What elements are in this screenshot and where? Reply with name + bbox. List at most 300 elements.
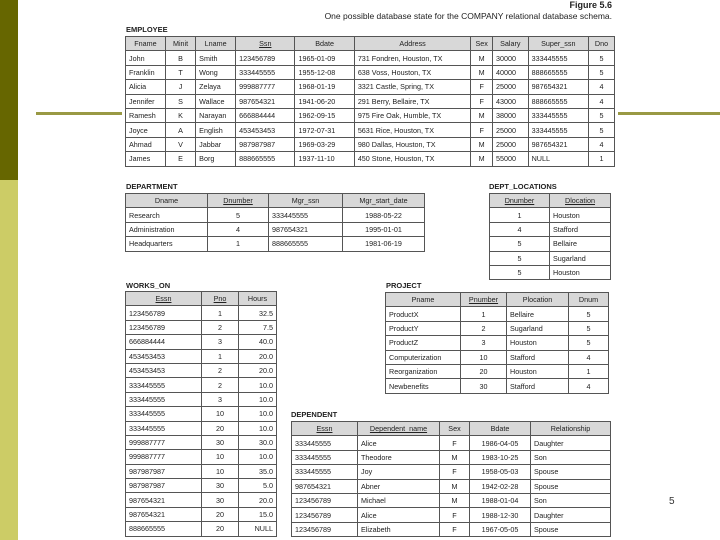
- table-cell: S: [165, 94, 195, 108]
- column-header: [236, 37, 295, 51]
- table-cell: 123456789: [292, 493, 358, 507]
- column-header: [440, 422, 470, 436]
- table-cell: M: [440, 450, 470, 464]
- table-cell: 987654321: [236, 94, 295, 108]
- table-cell: 666884444: [126, 335, 202, 349]
- column-header: [358, 422, 440, 436]
- table-cell: 2: [461, 321, 507, 335]
- table-cell: 35.0: [239, 464, 277, 478]
- table-cell: ProductY: [386, 321, 461, 335]
- column-header-label: Dname: [154, 196, 179, 206]
- department-table-title: DEPARTMENT: [126, 182, 178, 191]
- table-row: [126, 464, 277, 478]
- table-cell: 5: [569, 307, 609, 321]
- table-cell: 1981-06-19: [343, 237, 425, 251]
- table-cell: Joy: [358, 465, 440, 479]
- employee-table: [125, 36, 615, 167]
- table-cell: James: [126, 152, 166, 166]
- column-header: [202, 292, 239, 306]
- table-row: [126, 94, 615, 108]
- table-cell: 888665555: [528, 65, 588, 79]
- works-on-table: [125, 291, 277, 537]
- table-row: [126, 507, 277, 521]
- column-header: [295, 37, 354, 51]
- table-cell: F: [471, 80, 493, 94]
- table-cell: M: [440, 479, 470, 493]
- table-cell: 999887777: [236, 80, 295, 94]
- column-header-label: Pno: [213, 294, 227, 304]
- column-header: [196, 37, 236, 51]
- table-cell: NULL: [528, 152, 588, 166]
- table-cell: English: [196, 123, 236, 137]
- table-cell: 5: [589, 65, 615, 79]
- column-header-label: Pname: [411, 295, 435, 305]
- table-cell: 4: [569, 350, 609, 364]
- table-cell: Spouse: [531, 522, 611, 536]
- table-cell: M: [471, 51, 493, 65]
- table-row: [126, 108, 615, 122]
- table-cell: 123456789: [292, 522, 358, 536]
- table-cell: 20.0: [239, 493, 277, 507]
- project-table: [385, 292, 609, 394]
- table-cell: 333445555: [292, 465, 358, 479]
- table-cell: F: [440, 436, 470, 450]
- table-cell: 333445555: [528, 51, 588, 65]
- table-cell: Houston: [550, 208, 611, 222]
- column-header: [492, 37, 528, 51]
- table-cell: F: [440, 508, 470, 522]
- table-cell: B: [165, 51, 195, 65]
- table-cell: 333445555: [292, 450, 358, 464]
- table-cell: T: [165, 65, 195, 79]
- table-row: [292, 450, 611, 464]
- column-header-label: Essn: [155, 294, 172, 304]
- table-cell: 30.0: [239, 435, 277, 449]
- column-header: [531, 422, 611, 436]
- table-cell: M: [471, 137, 493, 151]
- table-row: [386, 336, 609, 350]
- table-row: [126, 51, 615, 65]
- table-cell: Spouse: [531, 465, 611, 479]
- table-cell: 1941-06-20: [295, 94, 354, 108]
- table-cell: Wallace: [196, 94, 236, 108]
- table-cell: 1962-09-15: [295, 108, 354, 122]
- table-row: [126, 392, 277, 406]
- table-cell: 1: [490, 208, 550, 222]
- table-row: [126, 479, 277, 493]
- table-row: [126, 123, 615, 137]
- table-cell: 1: [202, 349, 239, 363]
- table-cell: 1937-11-10: [295, 152, 354, 166]
- table-row: [126, 493, 277, 507]
- table-row: [126, 349, 277, 363]
- table-cell: 1: [202, 306, 239, 320]
- slide-page-number: 5: [669, 496, 675, 507]
- table-cell: 1: [208, 237, 269, 251]
- table-cell: 1: [569, 364, 609, 378]
- table-cell: 1942-02-28: [470, 479, 531, 493]
- table-cell: 1986-04-05: [470, 436, 531, 450]
- table-cell: Sugarland: [550, 251, 611, 265]
- table-row: [292, 465, 611, 479]
- table-cell: 453453453: [126, 349, 202, 363]
- company-database-figure: [122, 0, 618, 540]
- table-cell: Michael: [358, 493, 440, 507]
- header-row: [292, 422, 611, 436]
- table-cell: 5: [589, 108, 615, 122]
- column-header: [471, 37, 493, 51]
- table-row: [126, 137, 615, 151]
- column-header-label: Salary: [500, 39, 521, 49]
- table-row: [126, 320, 277, 334]
- table-cell: 5: [569, 336, 609, 350]
- column-header-label: Dnumber: [223, 196, 253, 206]
- table-cell: 333445555: [126, 392, 202, 406]
- table-cell: 30: [202, 479, 239, 493]
- table-cell: 5: [569, 321, 609, 335]
- table-cell: Elizabeth: [358, 522, 440, 536]
- figure-caption: One possible database state for the COMPANY relational database schema.: [324, 11, 612, 21]
- table-cell: 5: [490, 251, 550, 265]
- table-cell: Houston: [507, 364, 569, 378]
- header-row: [490, 194, 611, 208]
- table-cell: 888665555: [236, 152, 295, 166]
- table-row: [126, 65, 615, 79]
- table-cell: 20: [202, 522, 239, 536]
- column-header-label: Mgr_ssn: [291, 196, 320, 206]
- table-row: [490, 265, 611, 279]
- column-header: [126, 37, 166, 51]
- table-cell: K: [165, 108, 195, 122]
- table-cell: Son: [531, 493, 611, 507]
- table-cell: 10: [202, 450, 239, 464]
- table-row: [386, 350, 609, 364]
- column-header: [208, 194, 269, 208]
- table-cell: 3321 Castle, Spring, TX: [354, 80, 471, 94]
- column-header: [343, 194, 425, 208]
- table-cell: 1967-05-05: [470, 522, 531, 536]
- table-cell: 333445555: [528, 123, 588, 137]
- table-cell: Smith: [196, 51, 236, 65]
- table-cell: 5631 Rice, Houston, TX: [354, 123, 471, 137]
- table-cell: 987654321: [126, 493, 202, 507]
- table-cell: 30000: [492, 51, 528, 65]
- dependent-table: [291, 421, 611, 537]
- table-row: [126, 222, 425, 236]
- table-cell: Jabbar: [196, 137, 236, 151]
- employee-table-title: EMPLOYEE: [126, 25, 168, 34]
- column-header-label: Lname: [204, 39, 227, 49]
- table-cell: 32.5: [239, 306, 277, 320]
- table-cell: 5: [490, 237, 550, 251]
- column-header: [292, 422, 358, 436]
- table-row: [292, 479, 611, 493]
- table-cell: 1983-10-25: [470, 450, 531, 464]
- table-cell: 987987987: [126, 464, 202, 478]
- table-cell: M: [471, 65, 493, 79]
- table-cell: 5: [589, 123, 615, 137]
- column-header-label: Dnumber: [504, 196, 535, 206]
- table-cell: 20: [202, 507, 239, 521]
- column-header: [569, 293, 609, 307]
- dependent-table-title: DEPENDENT: [291, 410, 338, 419]
- table-cell: 30: [461, 379, 507, 393]
- table-cell: 10.0: [239, 378, 277, 392]
- column-header: [126, 292, 202, 306]
- table-cell: 1955-12-08: [295, 65, 354, 79]
- table-cell: Theodore: [358, 450, 440, 464]
- table-cell: 1969-03-29: [295, 137, 354, 151]
- table-cell: Administration: [126, 222, 208, 236]
- table-cell: V: [165, 137, 195, 151]
- table-cell: 4: [208, 222, 269, 236]
- table-row: [126, 152, 615, 166]
- sidebar-accent-light: [0, 180, 18, 540]
- table-cell: E: [165, 152, 195, 166]
- table-cell: 5: [208, 208, 269, 222]
- figure-number: Figure 5.6: [569, 0, 612, 10]
- header-row: [126, 37, 615, 51]
- department-table: [125, 193, 425, 252]
- column-header-label: Dno: [594, 39, 609, 49]
- table-cell: F: [440, 522, 470, 536]
- table-cell: 1972-07-31: [295, 123, 354, 137]
- column-header-label: Bdate: [315, 39, 335, 49]
- table-row: [126, 407, 277, 421]
- table-cell: 123456789: [126, 306, 202, 320]
- table-cell: 123456789: [236, 51, 295, 65]
- table-cell: 1: [461, 307, 507, 321]
- table-cell: Bellaire: [507, 307, 569, 321]
- table-cell: 25000: [492, 80, 528, 94]
- table-cell: 10.0: [239, 392, 277, 406]
- table-cell: Son: [531, 450, 611, 464]
- table-cell: Ahmad: [126, 137, 166, 151]
- column-header-label: Relationship: [550, 424, 591, 434]
- table-cell: 2: [202, 363, 239, 377]
- table-row: [490, 222, 611, 236]
- table-cell: Alice: [358, 508, 440, 522]
- table-row: [292, 522, 611, 536]
- table-cell: 55000: [492, 152, 528, 166]
- table-cell: M: [471, 108, 493, 122]
- column-header: [490, 194, 550, 208]
- table-row: [386, 307, 609, 321]
- table-cell: 291 Berry, Bellaire, TX: [354, 94, 471, 108]
- table-cell: 3: [202, 392, 239, 406]
- table-cell: 10.0: [239, 421, 277, 435]
- table-cell: 1995-01-01: [343, 222, 425, 236]
- table-row: [386, 379, 609, 393]
- table-cell: 333445555: [126, 407, 202, 421]
- works-on-table-title: WORKS_ON: [126, 281, 171, 290]
- table-cell: F: [471, 123, 493, 137]
- table-cell: NULL: [239, 522, 277, 536]
- header-row: [126, 292, 277, 306]
- table-cell: 1988-05-22: [343, 208, 425, 222]
- table-cell: 20: [202, 421, 239, 435]
- table-row: [490, 237, 611, 251]
- table-cell: 1958-05-03: [470, 465, 531, 479]
- table-cell: 5: [490, 265, 550, 279]
- table-cell: 20.0: [239, 363, 277, 377]
- table-cell: Ramesh: [126, 108, 166, 122]
- table-cell: 40000: [492, 65, 528, 79]
- table-cell: A: [165, 123, 195, 137]
- table-cell: Computerization: [386, 350, 461, 364]
- table-cell: 38000: [492, 108, 528, 122]
- column-header-label: Mgr_start_date: [359, 196, 408, 206]
- header-row: [126, 194, 425, 208]
- column-header: [354, 37, 471, 51]
- table-cell: 2: [202, 378, 239, 392]
- sidebar-accent-dark: [0, 0, 18, 180]
- table-cell: 10: [461, 350, 507, 364]
- column-header-label: Super_ssn: [541, 39, 576, 49]
- table-cell: 10: [202, 464, 239, 478]
- table-row: [126, 522, 277, 536]
- project-table-title: PROJECT: [386, 281, 422, 290]
- column-header-label: Hours: [247, 294, 268, 304]
- table-cell: 987654321: [528, 80, 588, 94]
- table-cell: 731 Fondren, Houston, TX: [354, 51, 471, 65]
- table-row: [126, 80, 615, 94]
- table-cell: 3: [202, 335, 239, 349]
- column-header-label: Sex: [475, 39, 488, 49]
- table-cell: 10.0: [239, 450, 277, 464]
- table-cell: 123456789: [126, 320, 202, 334]
- column-header: [386, 293, 461, 307]
- table-row: [126, 306, 277, 320]
- table-cell: Borg: [196, 152, 236, 166]
- table-cell: 999887777: [126, 450, 202, 464]
- table-row: [126, 421, 277, 435]
- table-cell: 888665555: [269, 237, 343, 251]
- table-cell: 40.0: [239, 335, 277, 349]
- table-cell: Houston: [550, 265, 611, 279]
- table-cell: 333445555: [236, 65, 295, 79]
- table-cell: Wong: [196, 65, 236, 79]
- table-cell: Stafford: [507, 379, 569, 393]
- table-cell: Research: [126, 208, 208, 222]
- table-cell: F: [471, 94, 493, 108]
- table-cell: 1988-12-30: [470, 508, 531, 522]
- table-cell: M: [471, 152, 493, 166]
- table-cell: 333445555: [126, 378, 202, 392]
- table-cell: 1965-01-09: [295, 51, 354, 65]
- column-header: [550, 194, 611, 208]
- table-cell: Stafford: [507, 350, 569, 364]
- table-cell: 25000: [492, 137, 528, 151]
- column-header: [470, 422, 531, 436]
- table-row: [386, 364, 609, 378]
- table-cell: 4: [569, 379, 609, 393]
- table-cell: John: [126, 51, 166, 65]
- column-header: [589, 37, 615, 51]
- column-header-label: Pnumber: [468, 295, 499, 305]
- table-cell: 975 Fire Oak, Humble, TX: [354, 108, 471, 122]
- table-cell: 987654321: [269, 222, 343, 236]
- column-header-label: Essn: [316, 424, 333, 434]
- column-header-label: Ssn: [259, 39, 272, 49]
- table-cell: 987987987: [126, 479, 202, 493]
- table-cell: 333445555: [126, 421, 202, 435]
- column-header-label: Minit: [172, 39, 189, 49]
- table-cell: 3: [461, 336, 507, 350]
- table-cell: 987987987: [236, 137, 295, 151]
- table-cell: Daughter: [531, 508, 611, 522]
- table-cell: Alicia: [126, 80, 166, 94]
- table-cell: 10: [202, 407, 239, 421]
- table-cell: 666884444: [236, 108, 295, 122]
- table-cell: F: [440, 465, 470, 479]
- table-cell: 980 Dallas, Houston, TX: [354, 137, 471, 151]
- table-cell: Narayan: [196, 108, 236, 122]
- table-cell: 453453453: [236, 123, 295, 137]
- table-cell: Bellaire: [550, 237, 611, 251]
- dept-locations-table: [489, 193, 611, 280]
- column-header-label: Sex: [448, 424, 461, 434]
- table-row: [386, 321, 609, 335]
- column-header: [461, 293, 507, 307]
- table-cell: 333445555: [528, 108, 588, 122]
- table-cell: Abner: [358, 479, 440, 493]
- table-cell: ProductZ: [386, 336, 461, 350]
- column-header-label: Dnum: [578, 295, 599, 305]
- column-header-label: Address: [399, 39, 426, 49]
- table-row: [292, 436, 611, 450]
- dept-locations-table-title: DEPT_LOCATIONS: [489, 182, 557, 191]
- table-cell: 7.5: [239, 320, 277, 334]
- table-cell: Daughter: [531, 436, 611, 450]
- table-cell: 453453453: [126, 363, 202, 377]
- table-cell: 43000: [492, 94, 528, 108]
- column-header: [507, 293, 569, 307]
- table-cell: 1968-01-19: [295, 80, 354, 94]
- column-header-label: Dlocation: [565, 196, 595, 206]
- table-cell: Houston: [507, 336, 569, 350]
- table-cell: 20: [461, 364, 507, 378]
- table-row: [490, 251, 611, 265]
- column-header: [269, 194, 343, 208]
- table-cell: 1: [589, 152, 615, 166]
- table-cell: 1988-01-04: [470, 493, 531, 507]
- table-cell: Newbenefits: [386, 379, 461, 393]
- table-cell: 4: [589, 137, 615, 151]
- table-cell: Alice: [358, 436, 440, 450]
- table-cell: 5: [589, 51, 615, 65]
- table-cell: 333445555: [292, 436, 358, 450]
- table-cell: 638 Voss, Houston, TX: [354, 65, 471, 79]
- table-cell: Sugarland: [507, 321, 569, 335]
- table-row: [490, 208, 611, 222]
- table-cell: 25000: [492, 123, 528, 137]
- table-cell: M: [440, 493, 470, 507]
- column-header-label: Fname: [134, 39, 157, 49]
- column-header-label: Dependent_name: [369, 424, 428, 434]
- table-cell: Spouse: [531, 479, 611, 493]
- table-cell: 20.0: [239, 349, 277, 363]
- column-header-label: Bdate: [490, 424, 510, 434]
- column-header: [239, 292, 277, 306]
- table-cell: 333445555: [269, 208, 343, 222]
- table-row: [126, 378, 277, 392]
- table-row: [126, 208, 425, 222]
- table-cell: 4: [589, 80, 615, 94]
- table-cell: 123456789: [292, 508, 358, 522]
- table-row: [292, 493, 611, 507]
- table-row: [126, 237, 425, 251]
